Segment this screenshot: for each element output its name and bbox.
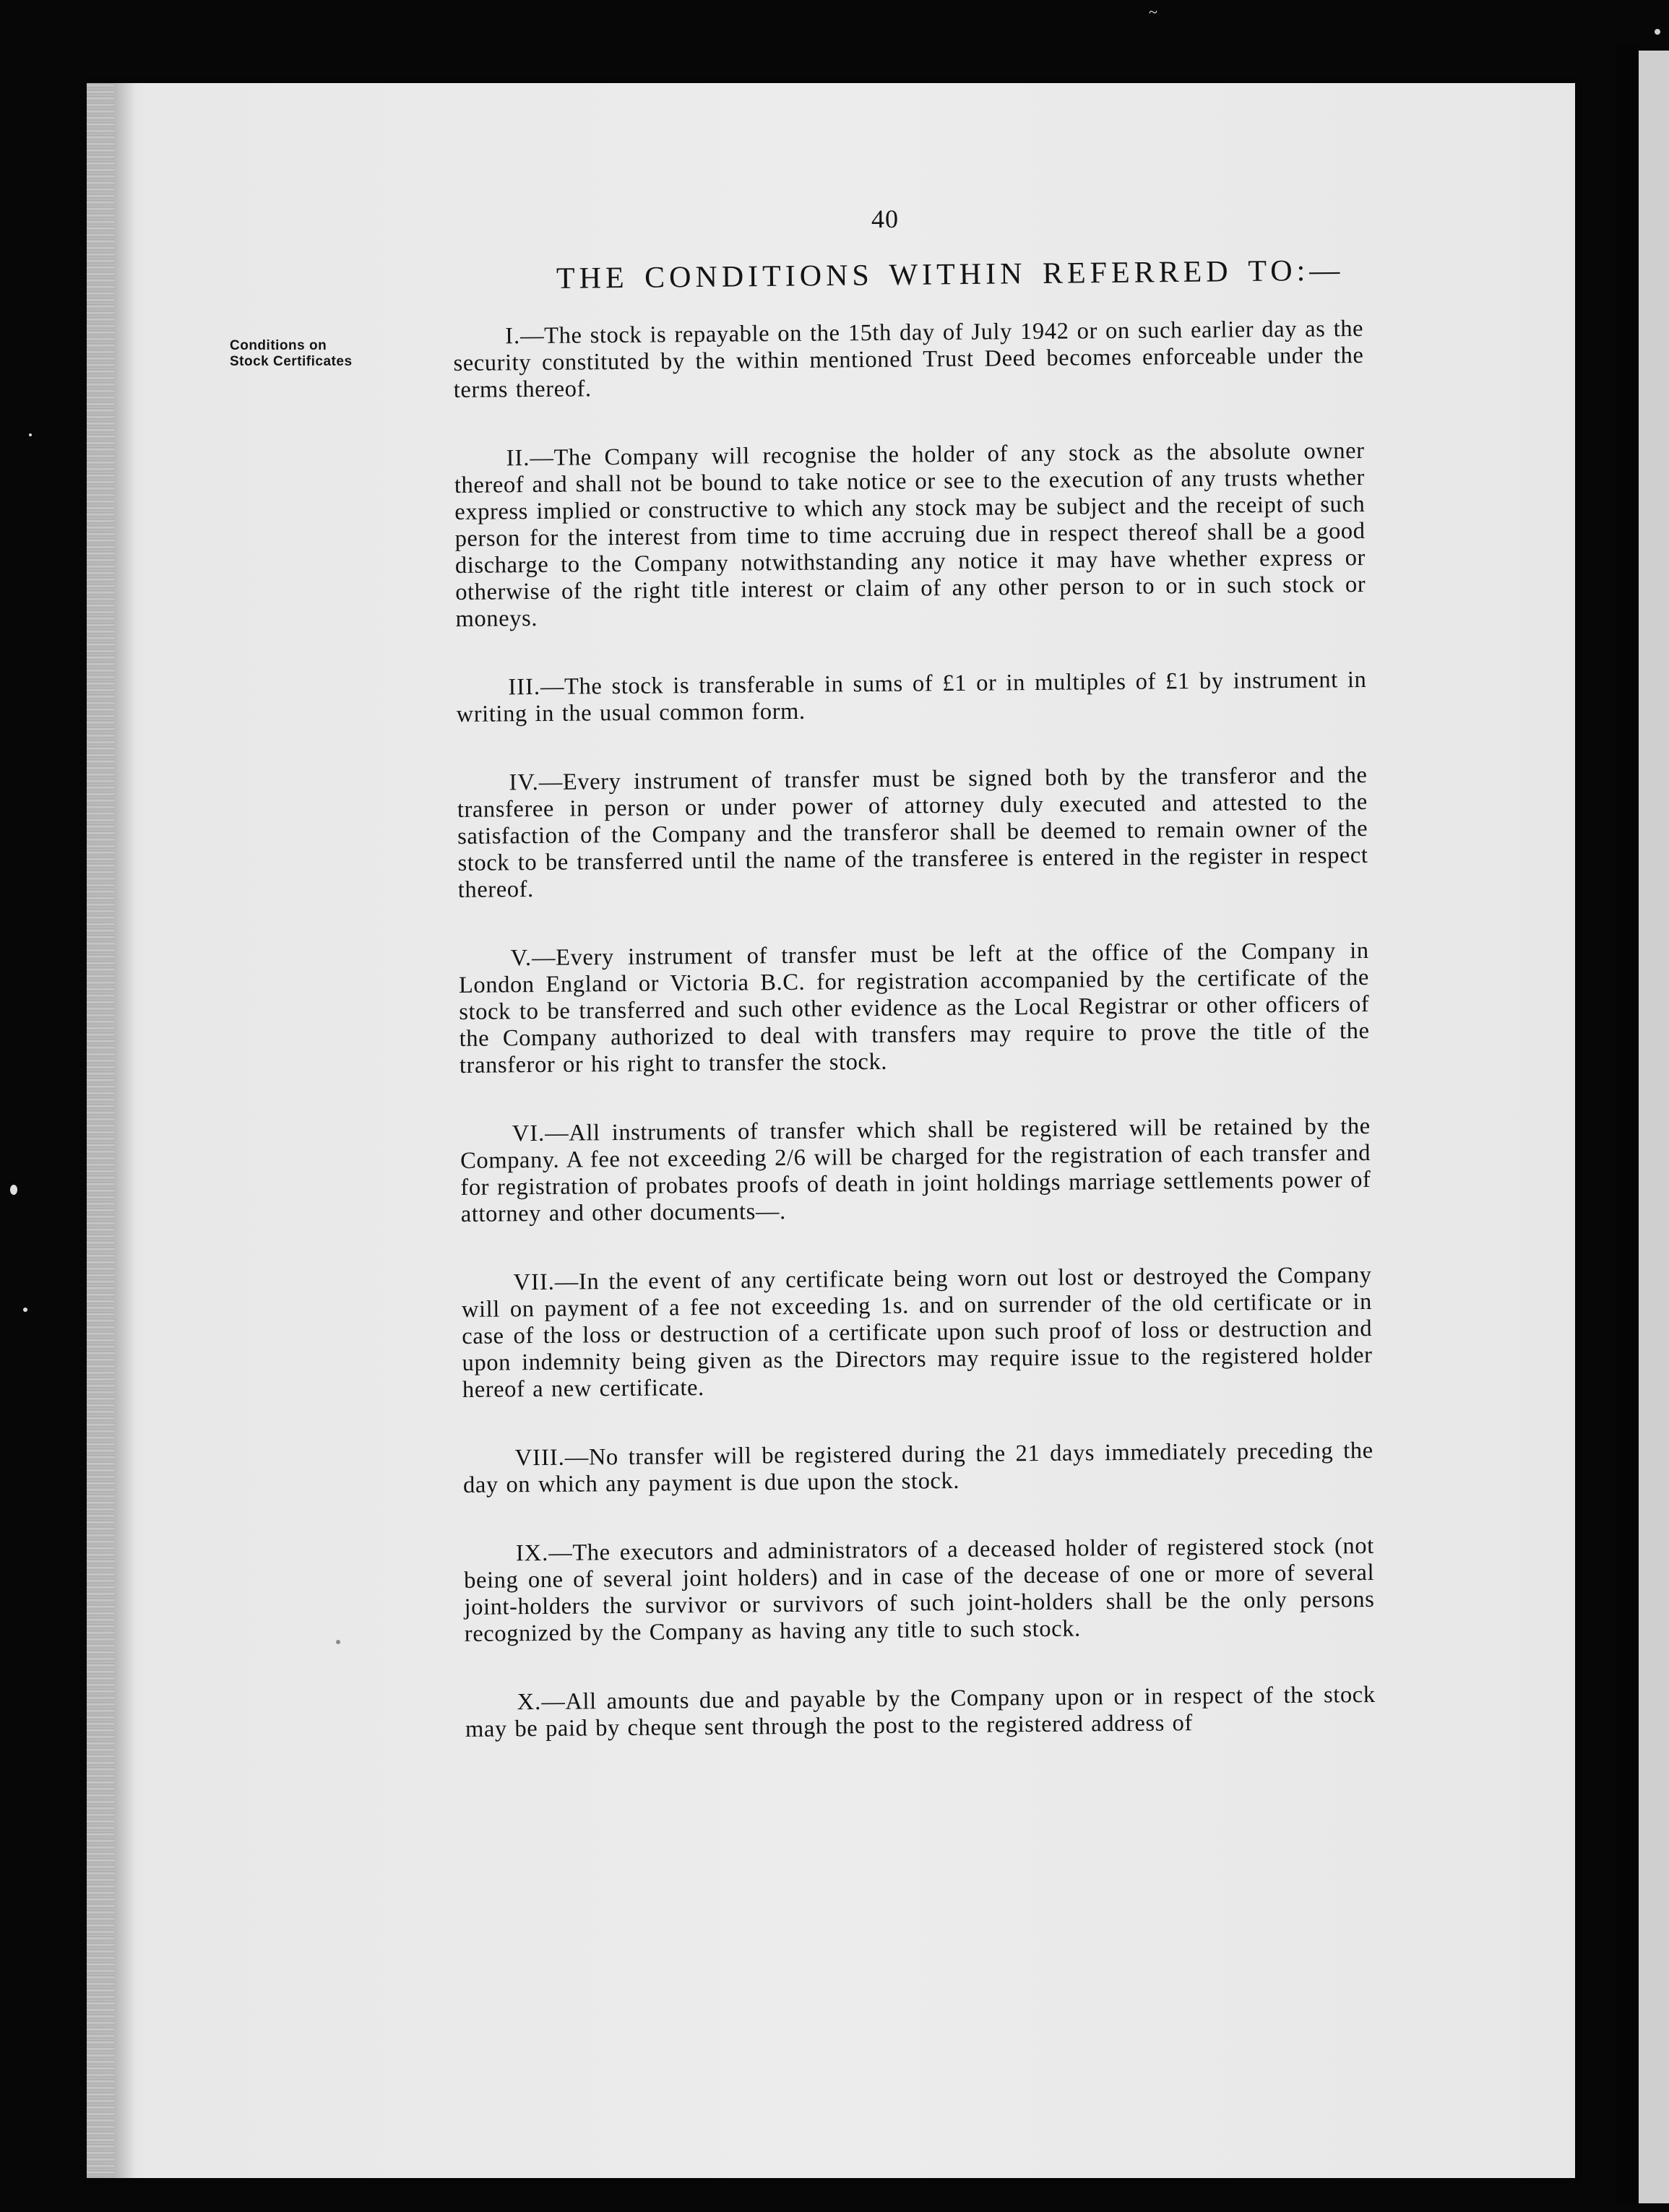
condition-paragraph-7 [461, 1262, 1373, 1404]
margin-note-line-1: Conditions on [230, 338, 327, 353]
condition-paragraph-4 [457, 762, 1368, 904]
binding-shadow [114, 83, 136, 2178]
scan-speck [29, 433, 32, 436]
condition-paragraph-2 [454, 438, 1366, 633]
condition-numeral: IX. [515, 1539, 549, 1567]
condition-text: —The executors and administrators of a deceased holder of registered stock (not being one of several joint holders) and in case of the decease of one or more of several joint-holders the survivor or survivors of such joint-holders shall be the only persons recognized by the Company as having any title to such stock. [464, 1532, 1375, 1647]
condition-text: —The stock is repayable on the 15th day of July 1942 or on such earlier day as the security constituted by the within mentioned Trust Deed becomes enforceable under the terms thereof. [453, 316, 1364, 403]
condition-text: —No transfer will be registered during the 21 days immediately preceding the day on which any payment is due upon the stock. [462, 1437, 1373, 1498]
condition-numeral: V. [510, 945, 532, 972]
page-gutter [1616, 43, 1639, 2203]
scan-speck [336, 1640, 340, 1644]
condition-paragraph-1 [453, 316, 1364, 404]
condition-numeral: III. [508, 673, 541, 701]
condition-numeral: VI. [512, 1120, 545, 1147]
scan-speck [1655, 29, 1660, 35]
condition-text: —All instruments of transfer which shall be registered will be retained by the Company. A fee not exceeding 2/6 will be charged for the registration of each transfer and for registration of probates proofs of death in joint holdings marriage settlements power of attorney and other documents—. [460, 1113, 1371, 1227]
condition-text: —Every instrument of transfer must be signed both by the transferor and the transferee in person or under power of attorney duly executed and attested to the satisfaction of the Company and the transferor shall be deemed to remain owner of the stock to be transferred until the name of the transferee is entered in the register in respect thereof. [457, 761, 1368, 903]
condition-numeral: II. [506, 445, 530, 472]
condition-text: —Every instrument of transfer must be left at the office of the Company in London England or Victoria B.C. for registration accompanied by the certificate of the stock to be transferred and such other evidence as the Local Registrar or other officers of the Company authorized to deal with transfers may require to prove the title of the transferor or his right to transfer the stock. [458, 937, 1370, 1079]
page-number: 40 [871, 204, 899, 233]
condition-paragraph-6 [460, 1113, 1371, 1228]
scan-speck [10, 1185, 17, 1195]
condition-text: —All amounts due and payable by the Company upon or in respect of the stock may be paid by cheque sent through the post to the registered address of [465, 1681, 1376, 1742]
condition-numeral: I. [504, 323, 521, 350]
condition-text: —In the event of any certificate being worn out lost or destroyed the Company will on payment of a fee not exceeding 1s. and on surrender of the old certificate or in case of the loss or destruction of a certificate upon such proof of loss or destruction and upon indemnity being given as the Directors may require issue to the registered holder hereof a new certificate. [461, 1261, 1373, 1403]
page-heading: THE CONDITIONS WITHIN REFERRED TO:— [556, 254, 1345, 295]
condition-paragraph-9 [464, 1533, 1375, 1648]
margin-note [230, 338, 418, 370]
condition-paragraph-10 [465, 1682, 1376, 1743]
condition-paragraph-3 [456, 667, 1367, 728]
condition-text: —The stock is transferable in sums of £1 or in multiples of £1 by instrument in writing in the usual common form. [456, 666, 1367, 727]
facing-page-edge [1639, 51, 1669, 2203]
margin-note-line-2: Stock Certificates [230, 354, 353, 369]
condition-paragraph-5 [459, 938, 1371, 1079]
conditions-body [453, 316, 1376, 1785]
condition-text: —The Company will recognise the holder of any stock as the absolute owner thereof and shall not be bound to take notice or see to the execution of any trusts whether express implied or constructive to which any stock may be subject and the receipt of such person for the interest from time to time accruing due in respect thereof shall be a good discharge to the Company notwithstanding any notice it may have whether express or otherwise of the right title interest or claim of any other person to or in such stock or moneys. [454, 437, 1366, 632]
binding-edge [87, 83, 114, 2178]
condition-numeral: IV. [509, 769, 539, 796]
condition-numeral: VIII. [514, 1444, 565, 1472]
scan-mark: ~ [1149, 3, 1157, 21]
condition-paragraph-8 [463, 1438, 1374, 1499]
condition-numeral: X. [517, 1689, 542, 1716]
scan-speck [23, 1308, 27, 1312]
condition-numeral: VII. [513, 1269, 555, 1296]
